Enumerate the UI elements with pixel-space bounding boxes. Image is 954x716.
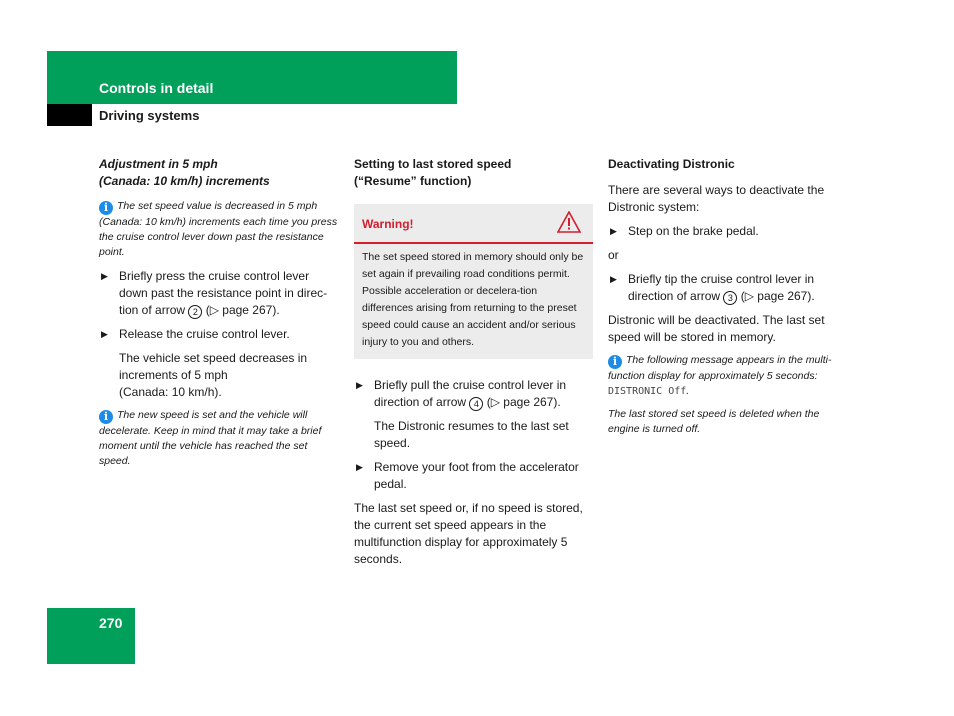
instruction-step: ▶ Briefly press the cruise control lever down past the resistance point in direc-tion of arrow 2 (▷ page 267).	[101, 269, 328, 317]
heading-adjustment: Adjustment in 5 mph (Canada: 10 km/h) increments	[99, 157, 270, 188]
bullet-arrow-icon: ▶	[101, 329, 108, 339]
warning-box	[354, 204, 593, 359]
result-text: The Distronic resumes to the last set speed.	[374, 419, 569, 450]
info-icon: i	[99, 410, 113, 424]
bullet-arrow-icon: ▶	[610, 226, 617, 236]
or-separator: or	[608, 248, 619, 262]
subsection-marker	[47, 104, 92, 126]
arrow-number: 3	[723, 291, 737, 305]
bullet-arrow-icon: ▶	[356, 462, 363, 472]
body-paragraph: Distronic will be deactivated. The last set speed will be stored in memory.	[608, 313, 825, 344]
info-note: i The following message appears in the multi-function display for approximately 5 seconds: DISTRONIC Off.	[608, 354, 832, 397]
info-icon: i	[99, 201, 113, 215]
body-paragraph: The last set speed or, if no speed is stored, the current set speed appears in the multifunction display for approximately 5 seconds.	[354, 501, 583, 566]
warning-text: The set speed stored in memory should only be set again if prevailing road conditions permit. Possible acceleration or decelera-tion differences arising from returning to the preset speed could cause an accident and/or serious injury to you and others.	[362, 251, 584, 348]
warning-header	[354, 204, 593, 244]
column-deactivate	[608, 156, 853, 445]
arrow-number: 2	[188, 305, 202, 319]
bullet-arrow-icon: ▶	[356, 380, 363, 390]
header-band	[47, 51, 457, 104]
info-note: i The set speed value is decreased in 5 mph (Canada: 10 km/h) increments each time you press the cruise control lever down past the resistance point.	[99, 200, 338, 258]
info-note: The last stored set speed is deleted when the engine is turned off.	[608, 408, 820, 435]
bullet-arrow-icon: ▶	[610, 274, 617, 284]
info-icon: i	[608, 355, 622, 369]
instruction-step: ▶ Step on the brake pedal.	[610, 224, 759, 238]
column-adjustment	[99, 156, 339, 477]
body-paragraph: There are several ways to deactivate the Distronic system:	[608, 183, 825, 214]
section-title: Controls in detail	[99, 80, 214, 96]
arrow-number: 4	[469, 397, 483, 411]
display-message: DISTRONIC Off	[608, 386, 687, 397]
column-resume	[354, 156, 594, 575]
warning-label: Warning!	[362, 217, 414, 231]
heading-resume: Setting to last stored speed (“Resume” function)	[354, 157, 512, 188]
heading-deactivate: Deactivating Distronic	[608, 157, 735, 171]
instruction-step: ▶ Briefly pull the cruise control lever in direction of arrow 4 (▷ page 267).	[356, 378, 567, 409]
warning-triangle-icon	[557, 211, 581, 233]
instruction-step: ▶ Release the cruise control lever.	[101, 327, 290, 341]
page-number: 270	[99, 615, 123, 631]
subsection-title: Driving systems	[99, 108, 200, 123]
result-text: The vehicle set speed decreases in increments of 5 mph (Canada: 10 km/h).	[119, 351, 308, 399]
instruction-step: ▶ Remove your foot from the accelerator pedal.	[356, 460, 579, 491]
instruction-step: ▶ Briefly tip the cruise control lever in direction of arrow 3 (▷ page 267).	[610, 272, 815, 303]
bullet-arrow-icon: ▶	[101, 271, 108, 281]
info-note: i The new speed is set and the vehicle will decelerate. Keep in mind that it may take a brief moment until the vehicle has reached the set speed.	[99, 409, 322, 467]
